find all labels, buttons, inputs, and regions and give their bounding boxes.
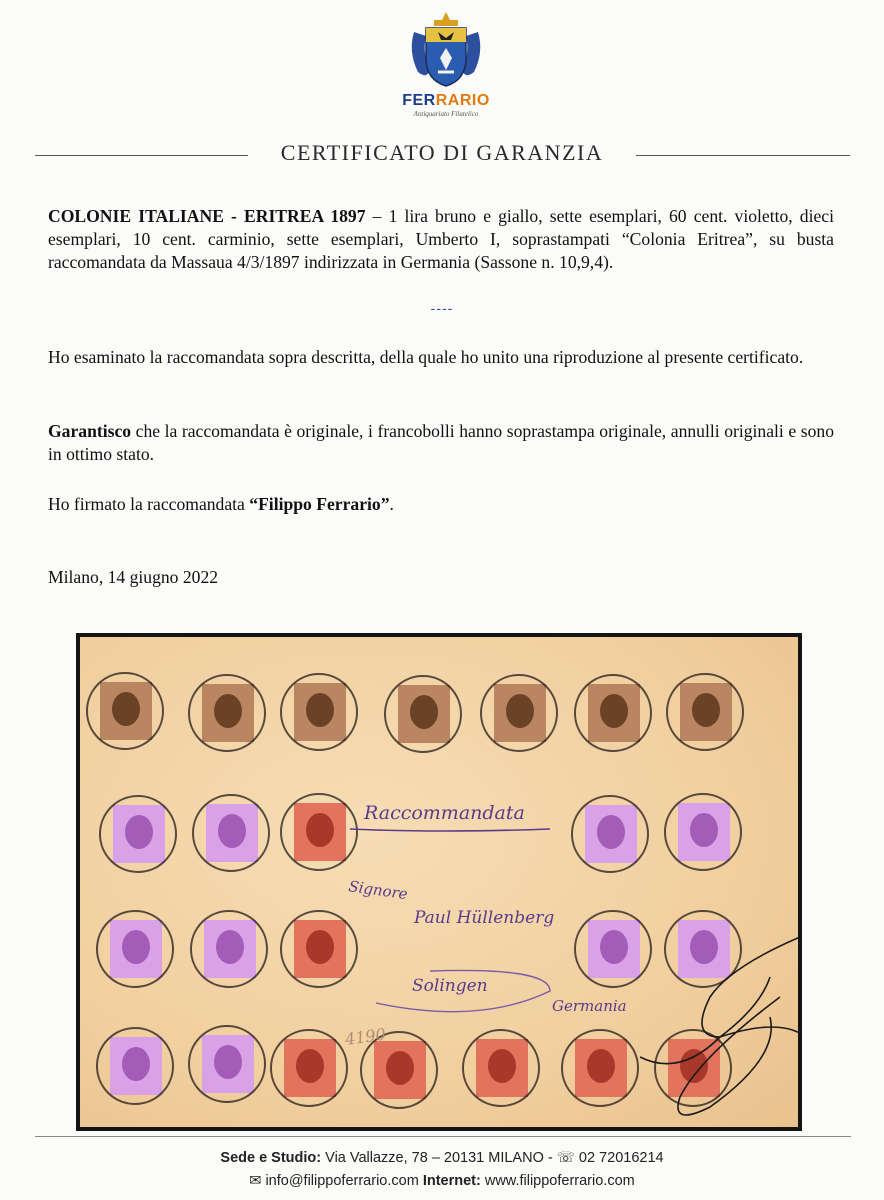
brand-name-part2: RARIO bbox=[435, 92, 490, 109]
handwriting-city: Solingen bbox=[412, 976, 488, 996]
signature-end: . bbox=[389, 494, 394, 514]
cover-image bbox=[76, 633, 802, 1131]
guarantee-text: che la raccomandata è originale, i francobolli hanno soprastampa originale, annulli originali e sono in ottimo stato. bbox=[48, 421, 834, 464]
signature-name: “Filippo Ferrario” bbox=[249, 494, 390, 514]
handwriting-name: Paul Hüllenberg bbox=[414, 908, 555, 928]
signature-scribble bbox=[640, 937, 802, 1115]
signature-paragraph bbox=[48, 493, 834, 516]
description-text: – 1 lira bruno e giallo, sette esemplari, 60 cent. violetto, dieci esemplari, 10 cent. carminio, sette esemplari, Umberto I, soprastampati “Colonia Eritrea”, su busta raccomandata da Massaua 4/3/1897 indirizzata in Germania (Sassone n. 10,9,4). bbox=[48, 206, 834, 272]
internet-label: Internet: bbox=[422, 1173, 481, 1189]
handwriting-country: Germania bbox=[552, 997, 627, 1015]
handwriting-number: 4190 bbox=[343, 1024, 387, 1049]
guarantee-lead: Garantisco bbox=[48, 421, 132, 441]
footer-contact-line bbox=[0, 1173, 884, 1189]
brand-name-part1: FER bbox=[402, 92, 436, 109]
coat-of-arms-icon bbox=[408, 10, 484, 90]
footer-email[interactable]: ✉ info@filippoferrario.com bbox=[249, 1173, 419, 1189]
office-address: Via Vallazze, 78 – 20131 MILANO - ☏ 02 72016214 bbox=[321, 1150, 664, 1166]
description-paragraph bbox=[48, 205, 834, 274]
brand-tagline: Antiquariato Filatelico bbox=[413, 110, 479, 118]
signature-text: Ho firmato la raccomandata bbox=[48, 494, 250, 514]
office-label: Sede e Studio: bbox=[220, 1150, 322, 1166]
separator: ---- bbox=[430, 300, 454, 316]
certificate-title: CERTIFICATO DI GARANZIA bbox=[280, 140, 604, 165]
footer-address-line bbox=[0, 1150, 884, 1166]
guarantee-paragraph bbox=[48, 420, 834, 466]
place-date: Milano, 14 giugno 2022 bbox=[48, 567, 219, 587]
footer-rule bbox=[35, 1136, 851, 1137]
handwriting-salutation: Signore bbox=[347, 877, 409, 904]
ferrario-logo bbox=[396, 10, 496, 128]
brand-name bbox=[396, 92, 496, 110]
description-lead: COLONIE ITALIANE - ERITREA 1897 bbox=[48, 206, 366, 226]
handwriting-registered: Raccommandata bbox=[364, 802, 525, 824]
envelope-handwriting bbox=[80, 637, 802, 1131]
examined-paragraph: Ho esaminato la raccomandata sopra descritta, della quale ho unito una riproduzione al presente certificato. bbox=[48, 347, 804, 367]
footer-website[interactable]: www.filippoferrario.com bbox=[480, 1173, 635, 1189]
